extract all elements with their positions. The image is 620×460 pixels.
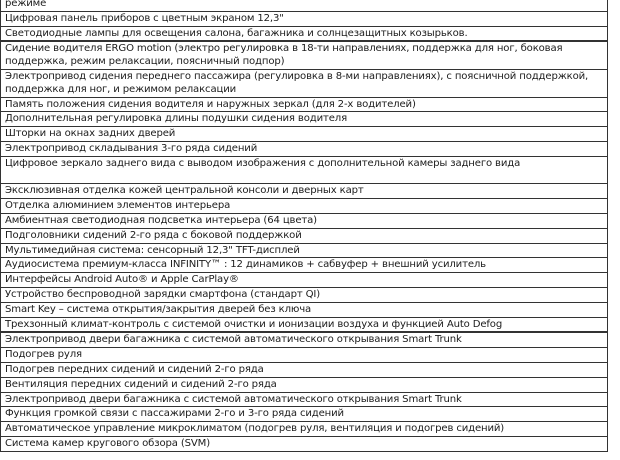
table-row [1, 12, 607, 27]
table-row [1, 184, 607, 199]
table-row [1, 244, 607, 259]
table-row [1, 214, 607, 229]
row-text: Электропривод двери багажника с системой автоматического открывания Smart Trunk [5, 393, 462, 405]
row-text: Память положения сидения водителя и наружных зеркал (для 2-х водителей) [5, 98, 416, 110]
row-text: Аудиосистема премиум-класса INFINITY™ : 12 динамиков + сабвуфер + внешний усилитель [5, 259, 486, 271]
row-text: Светодиодные лампы для освещения салона, багажника и солнцезащитных козырьков. [5, 27, 468, 39]
table-row [1, 273, 607, 288]
row-text: Шторки на окнах задних дверей [5, 128, 176, 140]
table-row [1, 407, 607, 422]
row-text: поддержка для ног, и режимом релаксации [5, 83, 237, 95]
table-row [1, 258, 607, 273]
table-row [1, 229, 607, 244]
row-text: Дополнительная регулировка длины подушки сидения водителя [5, 113, 347, 125]
table-row [1, 378, 607, 393]
table-row [1, 199, 607, 214]
table-row [1, 27, 607, 43]
table-row [1, 318, 607, 334]
row-text: Амбиентная светодиодная подсветка интерьера (64 цвета) [5, 214, 317, 226]
table-row [1, 363, 607, 378]
row-text: Система камер кругового обзора (SVM) [5, 437, 210, 449]
table-row [1, 112, 607, 127]
table-row [1, 437, 607, 452]
table-row [1, 127, 607, 142]
row-text: Отделка алюминием элементов интерьера [5, 200, 231, 212]
row-text: Цифровая панель приборов с цветным экраном 12,3" [5, 12, 284, 24]
table-row [1, 98, 607, 113]
row-text: Устройство беспроводной зарядки смартфона (стандарт QI) [5, 288, 321, 300]
row-text: режиме [5, 0, 47, 9]
row-text: Эксклюзивная отделка кожей центральной консоли и дверных карт [5, 185, 364, 197]
row-text: Подголовники сидений 2-го ряда с боковой поддержкой [5, 229, 302, 241]
table-row [1, 70, 607, 98]
table-row [1, 333, 607, 348]
row-text: поддержка, режим релаксации, поясничный подпор) [5, 56, 285, 68]
row-text: Автоматическое управление микроклиматом (подогрев руля, вентиляция и подогрев сидений) [5, 423, 505, 435]
row-text: Трехзонный климат-контроль с системой очистки и ионизации воздуха и функцией Auto Defog [5, 318, 503, 330]
table-row [1, 288, 607, 303]
table-row [1, 157, 607, 185]
table-row [1, 42, 607, 70]
table-row [1, 303, 607, 318]
table-row [1, 142, 607, 157]
row-text: Интерфейсы Android Auto® и Apple CarPlay® [5, 274, 239, 286]
row-text: Цифровое зеркало заднего вида с выводом изображения с дополнительной камеры заднего вида [5, 157, 521, 169]
row-text: Подогрев руля [5, 349, 82, 361]
table-row [1, 0, 607, 12]
row-text: Вентиляция передних сидений и сидений 2-го ряда [5, 378, 277, 390]
row-text: Smart Key – система открытия/закрытия дверей без ключа [5, 303, 312, 315]
row-text: Электропривод сидения переднего пассажира (регулировка в 8-ми направлениях), с поясничной поддержкой, [5, 70, 589, 82]
table-row [1, 393, 607, 408]
row-text: Мультимедийная система: сенсорный 12,3" TFT-дисплей [5, 244, 300, 256]
table-row [1, 348, 607, 363]
row-text: Сидение водителя ERGO motion (электро регулировка в 18-ти направлениях, поддержка для ног, боковая [5, 43, 563, 55]
row-text: Электропривод складывания 3-го ряда сидений [5, 142, 258, 154]
row-text [5, 171, 605, 184]
row-text: Функция громкой связи с пассажирами 2-го и 3-го ряда сидений [5, 408, 344, 420]
row-text: Подогрев передних сидений и сидений 2-го ряда [5, 363, 264, 375]
table-row [1, 422, 607, 437]
row-text: Электропривод двери багажника с системой автоматического открывания Smart Trunk [5, 334, 462, 346]
